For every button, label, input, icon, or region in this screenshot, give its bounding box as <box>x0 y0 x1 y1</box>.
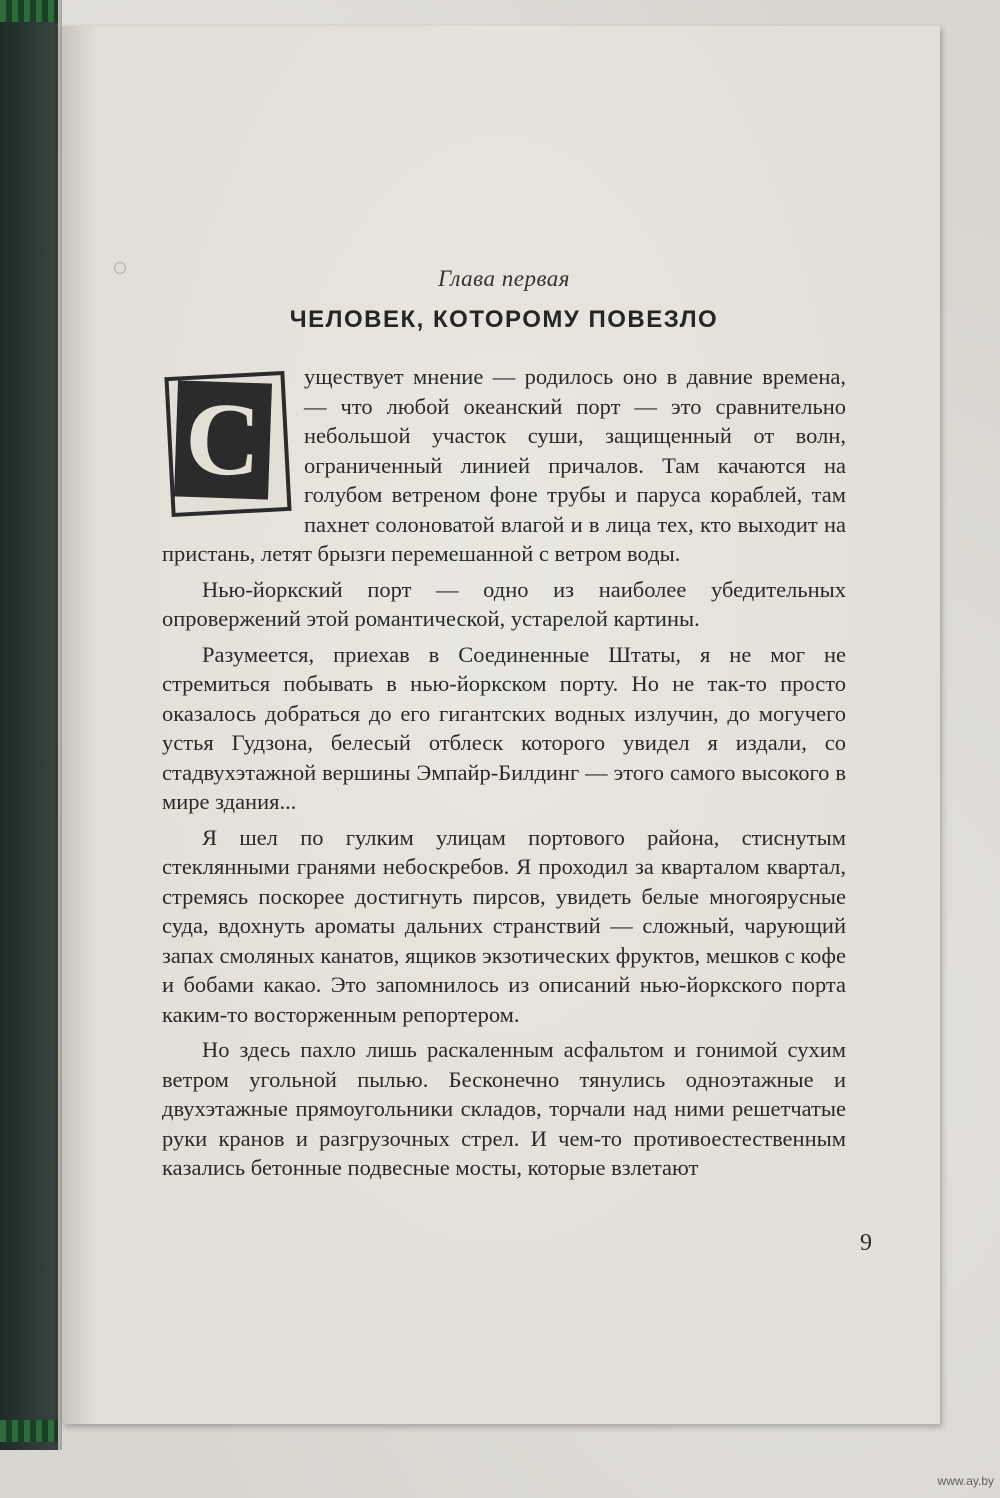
dropcap-block <box>174 380 272 499</box>
chapter-label: Глава первая <box>438 266 570 291</box>
watermark: www.ay.by <box>937 1474 994 1488</box>
binding-stitch <box>114 262 126 274</box>
paragraph-3: Разумеется, приехав в Соединенные Штаты, я не мог не стремиться побывать в нью-йоркском порту. Но не так-то просто оказалось добраться до его гигантских водных излучин, до могучего устья Гудзона, белесый отблеск которого увидел я издали, со стадвухэтажной вершины Эмпайр-Билдинг — этого самого высокого в мире здания... <box>162 641 846 814</box>
dropcap-letter: С <box>183 380 263 499</box>
paragraph-5: Но здесь пахло лишь раскаленным асфальтом и гонимой сухим ветром угольной пылью. Бесконечно тянулись одноэтажные и двухэтажные прямоугольники складов, торчали над ними решетчатые руки кранов и разгрузочных стрел. И чем-то противоестественным казались бетонные подвесные мосты, которые взлетают <box>162 1037 846 1180</box>
page-content <box>162 266 846 1189</box>
paragraph-4: Я шел по гулким улицам портового района, стиснутым стеклянными гранями небоскребов. Я проходил за кварталом квартал, стремясь поскорее достигнуть пирсов, увидеть белые многоярусные суда, вдохнуть ароматы дальних странствий — сложный, чарующий запах смоляных канатов, ящиков экзотических фруктов, мешков с кофе и бобами какао. Это запомнилось из описаний нью-йоркского порта каким-то восторженным репортером. <box>162 824 846 1027</box>
cover-edge <box>0 0 62 1450</box>
paragraph-2: Нью-йоркский порт — одно из наиболее убедительных опровержений этой романтической, устарелой картины. <box>162 576 846 631</box>
dropcap <box>162 368 292 518</box>
page-number: 9 <box>860 1230 872 1256</box>
chapter-title: ЧЕЛОВЕК, КОТОРОМУ ПОВЕЗЛО <box>289 306 719 333</box>
book-page <box>62 26 940 1424</box>
paragraph-1: уществует мнение — родилось оно в давние времена, — что любой океанский порт — это сравнительно небольшой участок суши, защищенный от волн, ограниченный линией причалов. Там качаются на голубом ветреном фоне трубы и паруса кораблей, там пахнет солоноватой влагой и в лица тех, кто выходит на пристань, летят брызги перемешанной с ветром воды. <box>162 364 846 566</box>
